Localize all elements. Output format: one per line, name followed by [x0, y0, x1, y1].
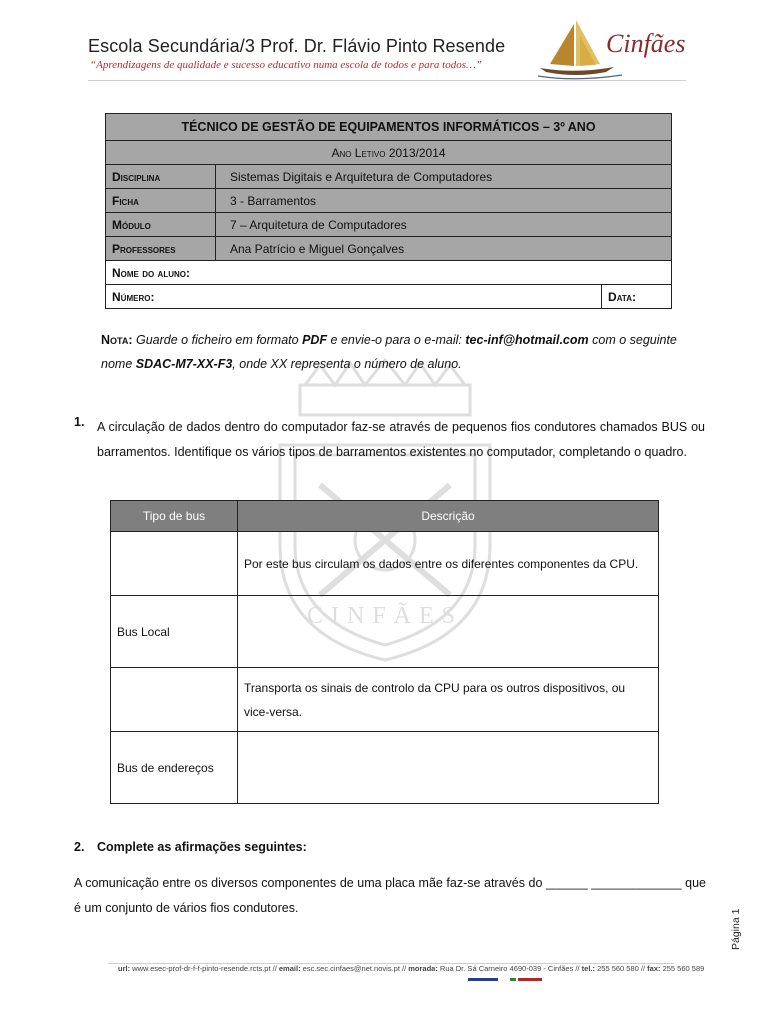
bus-types-table — [110, 500, 659, 804]
footer-email[interactable]: esc.sec.cinfaes@net.novis.pt // — [300, 964, 409, 973]
course-title: TÉCNICO DE GESTÃO DE EQUIPAMENTOS INFORMÁTICOS – 3º ANO — [106, 114, 672, 141]
school-year-label: Ano Letivo — [331, 145, 386, 160]
bus-description-cell[interactable] — [238, 732, 659, 804]
note-text-1: Guarde o ficheiro em formato — [132, 333, 303, 347]
flag-stripes-icon — [468, 978, 542, 981]
footer-email-label: email: — [278, 964, 301, 973]
question-2-sentence: A comunicação entre os diversos componentes de uma placa mãe faz-se através do ______ _____________ que é um conjunto de vários fios condutores. — [74, 876, 706, 915]
bus-type-cell[interactable]: Bus de endereços — [111, 732, 238, 804]
bus-type-header: Tipo de bus — [111, 501, 238, 532]
page-number: Página 1 — [730, 908, 742, 950]
date-label: Data: — [608, 289, 636, 304]
footer-url-label: url: — [118, 964, 131, 973]
bus-description-cell[interactable]: Transporta os sinais de controlo da CPU para os outros dispositivos, ou vice-versa. — [238, 668, 659, 732]
school-motto: “Aprendizagens de qualidade e sucesso educativo numa escola de todos e para todos…” — [90, 59, 482, 71]
note-pdf: PDF — [302, 333, 328, 347]
question-2-title: Complete as afirmações seguintes: — [97, 840, 307, 854]
question-1-text: A circulação de dados dentro do computador faz-se através de pequenos fios condutores chamados BUS ou barramentos. Identifique os vários tipos de barramentos existentes no computador, completando o quadro. — [97, 420, 705, 459]
teachers-label: Professores — [106, 237, 216, 261]
bus-description-header: Descrição — [238, 501, 659, 532]
watermark-text: CINFÃES — [306, 603, 464, 629]
question-2-number: 2. — [74, 840, 85, 854]
student-name-label: Nome do aluno: — [112, 265, 190, 280]
question-1-number: 1. — [74, 415, 85, 429]
school-name: Escola Secundária/3 Prof. Dr. Flávio Pinto Resende — [88, 36, 506, 56]
logo-text: Cinfães — [606, 29, 686, 58]
note-text-2: e envie-o para o e-mail: — [327, 333, 466, 347]
module-value: 7 – Arquitetura de Computadores — [216, 213, 672, 237]
sailboat-logo-icon — [536, 14, 686, 82]
student-number-label: Número: — [112, 289, 155, 304]
school-year — [106, 141, 672, 165]
worksheet-label: Ficha — [106, 189, 216, 213]
student-number-field[interactable] — [106, 285, 602, 309]
footer-tel-label: tel.: — [581, 964, 596, 973]
bus-type-cell[interactable] — [111, 532, 238, 596]
submission-note — [101, 328, 711, 376]
footer-tel: 255 560 580 // — [595, 964, 648, 973]
note-text-3: com o seguinte nome — [101, 333, 677, 371]
school-year-value: 2013/2014 — [388, 145, 446, 160]
footer-address: Rua Dr. Sá Carneiro 4690-039 - Cinfães // — [437, 964, 582, 973]
note-email: tec-inf@hotmail.com — [465, 333, 589, 347]
note-filename: SDAC-M7-XX-F3 — [135, 357, 233, 371]
discipline-value: Sistemas Digitais e Arquitetura de Computadores — [216, 165, 672, 189]
bus-type-cell[interactable] — [111, 668, 238, 732]
footer-address-label: morada: — [408, 964, 438, 973]
course-info-table — [105, 113, 672, 309]
student-name-field[interactable] — [106, 261, 672, 285]
discipline-label: Disciplina — [106, 165, 216, 189]
footer-contacts — [118, 964, 704, 973]
footer-fax-label: fax: — [647, 964, 661, 973]
note-text-4: , onde XX representa o número de aluno. — [232, 357, 462, 371]
date-field[interactable] — [602, 285, 672, 309]
module-label: Módulo — [106, 213, 216, 237]
bus-description-cell[interactable] — [238, 596, 659, 668]
note-label: Nota: — [101, 333, 133, 347]
footer-fax: 255 560 589 — [660, 964, 705, 973]
footer-url[interactable]: www.esec-prof-dr-f-f-pinto-resende.rcts.pt // — [130, 964, 279, 973]
bus-description-cell[interactable]: Por este bus circulam os dados entre os diferentes componentes da CPU. — [238, 532, 659, 596]
bus-type-cell[interactable]: Bus Local — [111, 596, 238, 668]
worksheet-value: 3 - Barramentos — [216, 189, 672, 213]
teachers-value: Ana Patrício e Miguel Gonçalves — [216, 237, 672, 261]
